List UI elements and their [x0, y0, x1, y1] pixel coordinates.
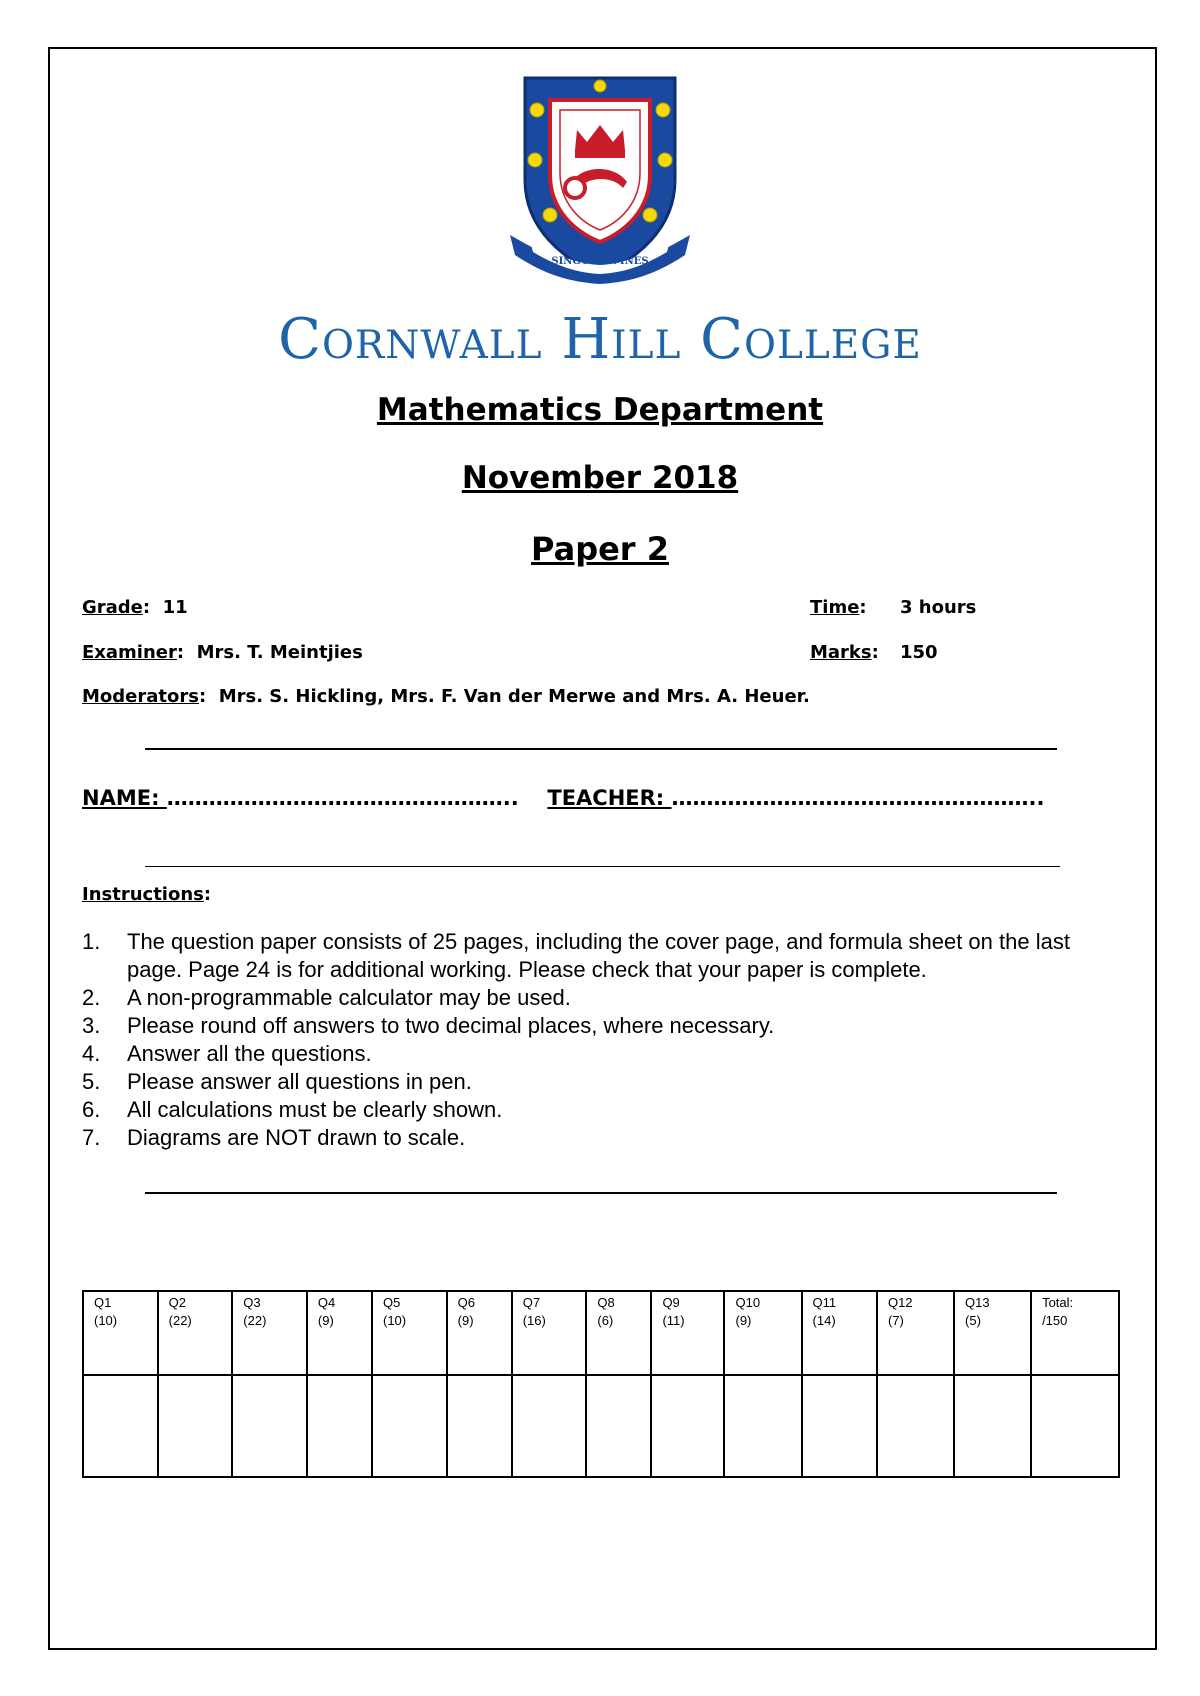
list-item: 3. Please round off answers to two decimal places, where necessary. — [82, 1013, 775, 1038]
divider — [145, 866, 1060, 867]
score-cell[interactable] — [802, 1375, 877, 1477]
teacher-label: TEACHER: — [547, 786, 672, 810]
score-cell[interactable] — [447, 1375, 512, 1477]
table-cell: Total: /150 — [1031, 1291, 1119, 1375]
table-cell: Q4 (9) — [307, 1291, 372, 1375]
list-item: 7. Diagrams are NOT drawn to scale. — [82, 1125, 466, 1150]
table-cell: Q7 (16) — [512, 1291, 587, 1375]
moderators-line: Moderators: Mrs. S. Hickling, Mrs. F. Van der Merwe and Mrs. A. Heuer. — [82, 686, 810, 707]
moderators-label: Moderators — [82, 686, 199, 707]
list-item: 1. The question paper consists of 25 pages, including the cover page, and formula sheet on the last page. Page 24 is for additional working. Please check that your paper is complete. — [82, 929, 1070, 982]
grade-value: 11 — [162, 597, 188, 618]
instructions-title: Instructions: — [82, 884, 212, 905]
name-field[interactable]: ………………………………………….. — [166, 786, 519, 810]
table-cell: Q5 (10) — [372, 1291, 447, 1375]
examiner-value: Mrs. T. Meintjies — [196, 642, 363, 663]
table-cell: Q3 (22) — [232, 1291, 307, 1375]
examiner-line: Examiner: Mrs. T. Meintjies — [82, 642, 363, 663]
svg-text:SINGULI OMNES: SINGULI OMNES — [551, 256, 649, 267]
table-cell: Q8 (6) — [586, 1291, 651, 1375]
table-cell: Q11 (14) — [802, 1291, 877, 1375]
paper-heading: Paper 2 — [531, 530, 669, 568]
table-row — [83, 1375, 1119, 1477]
marks-value: 150 — [900, 642, 938, 663]
table-cell: Q9 (11) — [651, 1291, 724, 1375]
score-cell[interactable] — [586, 1375, 651, 1477]
grade-label: Grade — [82, 597, 143, 618]
marks-label: Marks — [810, 642, 872, 663]
list-item: 5. Please answer all questions in pen. — [82, 1069, 472, 1094]
list-item: 6. All calculations must be clearly shown. — [82, 1097, 503, 1122]
score-cell[interactable] — [307, 1375, 372, 1477]
score-cell[interactable] — [512, 1375, 587, 1477]
list-item: 4. Answer all the questions. — [82, 1041, 372, 1066]
score-cell[interactable] — [158, 1375, 233, 1477]
teacher-field[interactable]: …………………………………………….. — [671, 786, 1045, 810]
time-value: 3 hours — [900, 597, 977, 618]
table-cell: Q12 (7) — [877, 1291, 954, 1375]
moderators-value: Mrs. S. Hickling, Mrs. F. Van der Merwe and Mrs. A. Heuer. — [218, 686, 810, 707]
exam-date-heading: November 2018 — [461, 460, 739, 496]
table-cell: Q1 (10) — [83, 1291, 158, 1375]
score-cell[interactable] — [1031, 1375, 1119, 1477]
score-cell[interactable] — [724, 1375, 801, 1477]
table-cell: Q6 (9) — [447, 1291, 512, 1375]
table-header-row — [83, 1291, 1119, 1375]
name-label: NAME: — [82, 786, 167, 810]
time-label: Time — [810, 597, 860, 618]
score-cell[interactable] — [651, 1375, 724, 1477]
examiner-label: Examiner — [82, 642, 177, 663]
college-name: Cornwall Hill College — [278, 307, 922, 372]
table-cell: Q2 (22) — [158, 1291, 233, 1375]
divider — [145, 748, 1057, 750]
score-cell[interactable] — [83, 1375, 158, 1477]
time-line: Time: 3 hours — [810, 597, 977, 618]
score-cell[interactable] — [954, 1375, 1031, 1477]
table-cell: Q13 (5) — [954, 1291, 1031, 1375]
college-crest-logo — [505, 70, 695, 285]
grade-line: Grade: 11 — [82, 597, 188, 618]
score-cell[interactable] — [372, 1375, 447, 1477]
instructions-list — [82, 928, 1082, 1152]
marks-line: Marks: 150 — [810, 642, 938, 663]
divider — [145, 1192, 1057, 1194]
department-heading: Mathematics Department — [376, 392, 824, 428]
list-item: 2. A non-programmable calculator may be used. — [82, 985, 571, 1010]
score-cell[interactable] — [232, 1375, 307, 1477]
student-details-row — [82, 786, 1044, 810]
table-cell: Q10 (9) — [724, 1291, 801, 1375]
marks-table — [82, 1290, 1120, 1478]
score-cell[interactable] — [877, 1375, 954, 1477]
